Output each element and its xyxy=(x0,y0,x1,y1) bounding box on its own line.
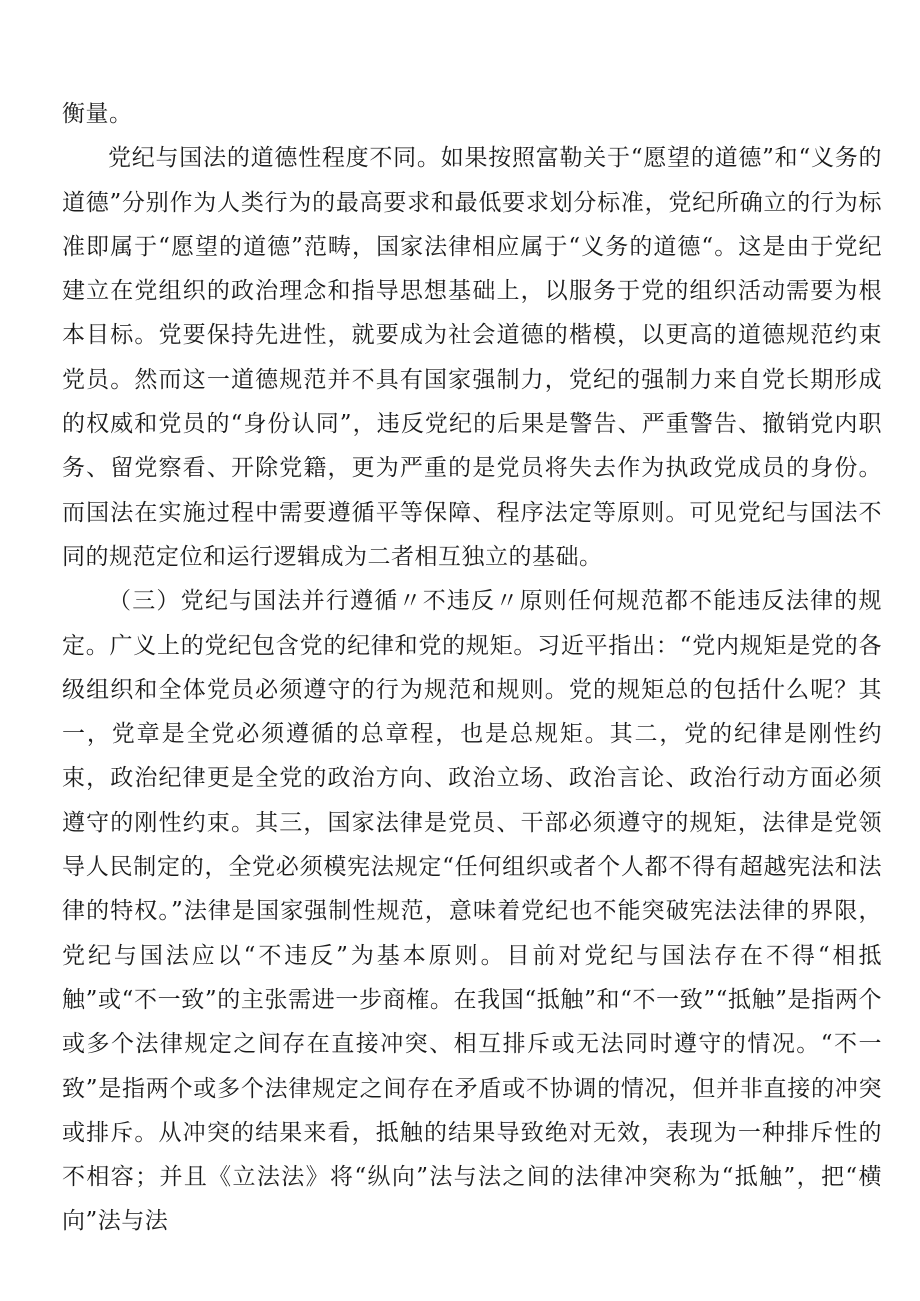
paragraph-moral-difference: 党纪与国法的道德性程度不同。如果按照富勒关于“愿望的道德”和“义务的道德”分别作为人类行为的最高要求和最低要求划分标准，党纪所确立的行为标准即属于“愿望的道德”范畴，国家法律相应属于“义务的道德“。这是由于党纪建立在党组织的政治理念和指导思想基础上，以服务于党的组织活动需要为根本目标。党要保持先进性，就要成为社会道德的楷模，以更高的道德规范约束党员。然而这一道德规范并不具有国家强制力，党纪的强制力来自党长期形成的权威和党员的“身份认同”，违反党纪的后果是警告、严重警告、撤销党内职务、留党察看、开除党籍，更为严重的是党员将失去作为执政党成员的身份。而国法在实施过程中需要遵循平等保障、程序法定等原则。可见党纪与国法不同的规范定位和运行逻辑成为二者相互独立的基础。 xyxy=(62,145,882,570)
body-text xyxy=(62,92,882,1244)
paragraph-section-three: （三）党纪与国法并行遵循〃不违反〃原则任何规范都不能违反法律的规定。广义上的党纪包含党的纪律和党的规矩。习近平指出：“党内规矩是党的各级组织和全体党员必须遵守的行为规范和规则。党的规矩总的包括什么呢？其一，党章是全党必须遵循的总章程，也是总规矩。其二，党的纪律是刚性约束，政治纪律更是全党的政治方向、政治立场、政治言论、政治行动方面必须遵守的刚性约束。其三，国家法律是党员、干部必须遵守的规矩，法律是党领导人民制定的，全党必须模宪法规定“任何组织或者个人都不得有超越宪法和法律的特权。”法律是国家强制性规范，意味着党纪也不能突破宪法法律的界限，党纪与国法应以“不违反”为基本原则。目前对党纪与国法存在不得“相抵触”或“不一致”的主张需进一步商榷。在我国“抵触”和“不一致”“抵触”是指两个或多个法律规定之间存在直接冲突、相互排斥或无法同时遵守的情况。“不一致”是指两个或多个法律规定之间存在矛盾或不协调的情况，但并非直接的冲突或排斥。从冲突的结果来看，抵触的结果导致绝对无效，表现为一种排斥性的不相容；并且《立法法》将“纵向”法与法之间的法律冲突称为“抵触”，把“横向”法与法 xyxy=(62,588,882,1235)
paragraph-continuation: 衡量。 xyxy=(62,101,133,127)
